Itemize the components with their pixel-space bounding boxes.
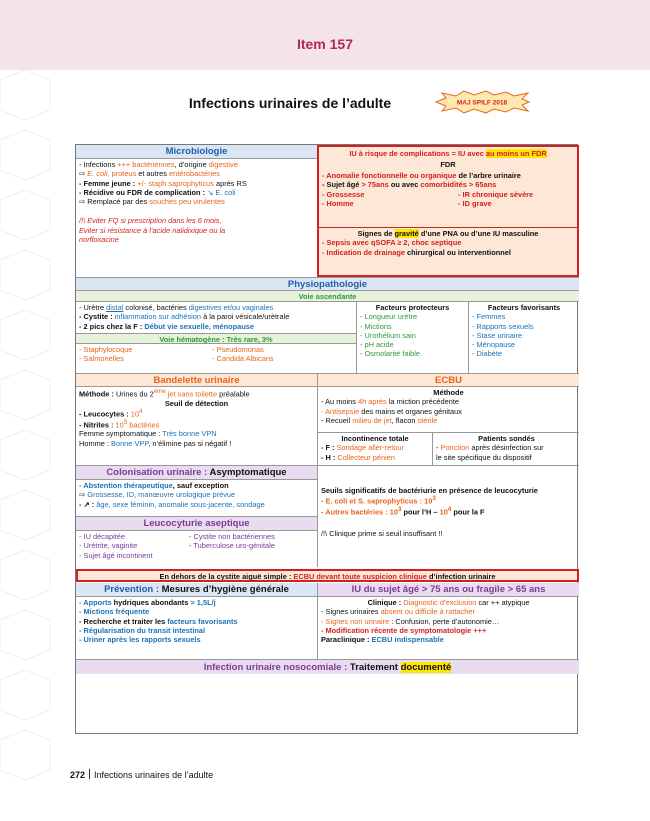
fdr-item [322,171,574,180]
text: - Tuberculose uro-génitale [189,541,275,551]
prevention-item: - Uriner après les rapports sexuels [79,635,201,644]
protective-factor: - Mictions [360,321,392,331]
text: et autres [136,169,170,179]
ascending-route-heading: Voie ascendante [76,291,579,302]
text: - IR chronique sévère [458,189,534,199]
text: milieu de jet [352,415,392,425]
microbio-line [79,160,314,169]
text: 10 [115,420,124,430]
colonization-line [79,500,314,509]
text: ECBU devant toute suspicion clinique [293,572,427,581]
severity-item: - Sepsis avec qSOFA ≥ 2, choc septique [322,238,462,248]
update-starburst-badge [434,90,530,114]
text: distal [106,303,124,312]
microbiology-body [76,159,317,245]
text: 4 [447,505,452,513]
favoring-factor: - Ménopause [472,340,516,349]
text: ou avec [388,180,421,190]
severity-heading [322,229,574,238]
text: après désinfection sur [469,443,544,453]
text: - Staphylocoque [79,344,133,354]
text: pour l’H – [401,507,440,517]
text: 4 [138,407,143,415]
physiopathology-heading: Physiopathologie [76,278,579,291]
threshold-line [321,495,576,506]
text: E. coli [87,169,108,179]
text: - F : [321,443,337,453]
text: 10 [130,409,139,419]
text: 3 [397,505,402,513]
ecbu-line [321,416,576,425]
hematogenous-route-heading: Voie hématogène : Très rare, 3% [76,333,356,344]
text: âge, sexe féminin, anomalie sous-jacente, sondage [96,499,265,509]
text: - ↗ : [79,499,97,509]
colonization-heading [76,466,317,480]
text: - E. coli et S. saprophyticus : [321,496,425,506]
dipstick-body [76,387,317,449]
page-footer [70,769,213,781]
prevention-item: - Mictions fréquente [79,607,150,617]
text: - Antisepsie [321,406,360,416]
item-number: Item 157 [296,36,354,52]
fdr-item [322,190,574,199]
catheterized-patients [432,432,579,465]
footer-text: Infections urinaires de l’adulte [94,770,214,780]
elderly-clinical [321,598,576,607]
text: - Indication de drainage [322,247,405,257]
severity-block [319,227,577,258]
text: Collecteur pénien [337,452,395,462]
page-title: Infections urinaires de l’adulte [188,95,392,111]
incontinence-line [321,453,429,462]
fdr-item [322,199,574,208]
physio-line [79,303,353,312]
incontinence-line [321,443,429,452]
text: , n’élimine pas si négatif ! [148,438,232,448]
text: Signes de [357,229,395,238]
microbio-line [79,179,314,188]
elderly-section [317,583,579,659]
ecbu-line [321,407,576,416]
text: Asymptomatique [209,467,287,478]
severity-item [322,248,574,257]
prevention-heading [76,583,317,597]
physio-line [79,345,353,354]
text: - [436,443,441,453]
text: Mesures d’hygiène générale [161,584,289,595]
page-banner [0,0,650,70]
text: chirurgical ou interventionnel [404,247,511,257]
text: 10 [439,507,448,517]
ecbu-section [317,373,579,465]
incontinence-heading: Incontinence totale [341,434,409,443]
arrow-icon: ⇨ [79,169,88,179]
favoring-factor: - Rapports sexuels [472,321,534,331]
text: après RS [213,178,247,188]
text: d’une PNA ou d’une IU masculine [418,229,539,238]
urine-dipstick-section [76,373,317,465]
text: 3 [432,495,436,503]
text: des mains et organes génitaux [359,406,462,416]
text: la miction précédente [386,397,460,407]
text: jet sans toilette [165,389,218,399]
physio-line [79,312,353,321]
text: Clinique : [367,598,404,607]
text: - Anomalie fonctionnelle ou organique [322,171,457,180]
text: gravité [394,229,419,238]
favoring-factors-heading: Facteurs favorisants [487,303,561,312]
text: Infection urinaire nosocomiale : [203,662,350,673]
text: +/- staph saprophyticus [137,178,214,188]
elderly-heading: IU du sujet âgé > 75 ans ou fragile > 65 ans [318,583,579,597]
text: - Homme [322,198,354,208]
elderly-line [321,635,576,644]
fdr-item [322,180,574,189]
text: - Urétrite, vaginite [79,541,138,551]
dipstick-method [79,388,314,399]
text: , bactéries [152,303,189,312]
hematogenous-list [76,344,356,365]
leukocyturia-line [79,541,314,550]
text: En dehors de la cystite aiguë simple : [159,572,294,581]
physio-line [79,322,353,331]
text: - Urètre [79,303,107,312]
fdr-heading: FDR [440,160,456,169]
text: à la paroi vésicale/urètrale [201,312,290,322]
ecbu-line [321,397,576,406]
catheterized-line: le site spécifique du dispositif [436,452,532,462]
text: - Pseudomonas [212,344,264,354]
text: Sondage aller-retour [336,443,404,453]
text: inflammation sur adhésion [114,312,202,322]
text: > 75ans [361,180,389,190]
separator [89,769,90,779]
protective-factor: - Urothélium sain [360,330,416,340]
text: Homme : [79,438,112,448]
text: 5 [123,418,128,426]
text: - ID grave [458,198,492,208]
text: - Sujet âgé [322,180,362,190]
text: Très bonne VPN [162,429,217,439]
text: - H : [321,452,338,462]
text: IU à risque de complications = IU avec [349,149,486,158]
text: Femme symptomatique : [79,429,163,439]
leukocyturia-body [76,531,317,561]
page-number: 272 [70,770,86,780]
colonization-section [76,465,317,516]
text: ↘ E. coli [207,187,236,197]
colonization-body [76,480,317,510]
fq-warning-line: Eviter si résistance à l’acide nalidixique ou la [79,225,226,235]
leukocyturia-line: - Sujet âgé incontinent [79,550,153,560]
text: comorbidités > 65ans [420,180,497,190]
protective-factors [356,302,468,373]
text: ECBU indispensable [371,635,444,644]
text: 10 [424,496,433,506]
text: Prévention : [104,584,162,595]
microbio-line [79,188,314,197]
text: ⇨ Remplacé par des [79,197,150,206]
detection-threshold-heading: Seuil de détection [164,398,229,408]
catheterized-line [436,443,577,452]
prevention-item [79,617,314,626]
nitrites-threshold [79,419,314,430]
hexagon-pattern-decoration [0,70,70,821]
microbio-line [79,197,314,206]
clinical-note: /!\ Clinique prime si seuil insuffisant !! [321,528,443,538]
text: - Grossesse [322,189,365,199]
text: - Autres bactéries : [321,507,390,517]
text: ème [153,388,166,395]
prevention-list [76,597,317,645]
text: - Nitrites : [79,420,116,430]
ecbu-rule-banner [76,569,579,582]
protective-factors-heading: Facteurs protecteurs [375,303,450,312]
text: Début vie sexuelle, ménopause [144,321,254,331]
text: car ++ atypique [476,598,530,607]
text: - Au moins [321,397,358,407]
badge-text: MAJ SPILF 2018 [456,99,508,107]
text: Diagnostic d’exclusion [403,598,477,607]
protective-factor: - Longueur urètre [360,312,418,322]
favoring-factor: - Diabète [472,349,502,359]
text: documenté [400,662,452,673]
nosocomial-banner [76,659,579,674]
ecbu-method-heading: Méthode [433,388,464,397]
complications-heading [319,147,577,160]
protective-factor: - Osmolarité faible [360,349,420,359]
text: Urines du 2 [115,389,154,399]
fq-warning-line: norfloxacine [79,234,119,244]
text: stérile [417,415,438,425]
text: de l’arbre urinaire [456,171,521,180]
text: - 2 pics chez la F : [79,321,145,331]
text: préalable [217,389,250,399]
microbiology-heading: Microbiologie [76,145,317,159]
text: - Recueil [321,415,353,425]
text: - Signes non urinaire [321,616,390,626]
text: au moins un [485,149,532,158]
favoring-factors [468,302,579,373]
text: entérobactéries [169,169,220,179]
favoring-factor: - Stase urinaire [472,330,523,340]
text: Paraclinique : [321,635,372,644]
prevention-item [79,598,314,607]
text: , proteus [107,169,137,179]
elderly-line [321,617,576,626]
colonization-line [79,490,314,499]
text: absent ou difficile à rattacher [380,607,475,617]
fq-warning-line: /!\ Eviter FQ si prescription dans les 6 mois, [79,216,222,226]
fdr-list [319,171,577,208]
physio-line [79,354,353,363]
text: , d’origine [174,160,209,169]
text: - Cystite non bactériennes [189,532,275,541]
text: - Recherche et traiter les [79,616,168,626]
prevention-item: - Régularisation du transit intestinal [79,625,206,635]
threshold-line [321,506,576,517]
microbiology-section [76,145,317,277]
colonization-line [79,481,314,490]
text: Traitement [349,662,401,673]
text: - Leucocytes : [79,409,131,419]
leukocyturia-line [79,532,314,541]
ecbu-heading: ECBU [318,374,579,387]
text: d’infection urinaire [426,572,496,581]
text: digestive [208,160,238,169]
summary-sheet [75,144,578,734]
dipstick-woman [79,429,314,438]
catheterized-heading: Patients sondés [478,434,535,443]
text: +++ bactériennes [117,160,175,169]
text: - Femme jeune : [79,178,138,188]
aseptic-leukocyturia-section [76,516,317,567]
text: - Récidive ou FDR de complication : [79,187,208,197]
elderly-line [321,607,576,616]
text: , flacon [391,415,418,425]
elderly-body [318,597,579,645]
physiopathology-section [76,277,579,373]
text: : Confusion, perte d’autonomie… [389,616,500,626]
text: colonisé [123,303,153,312]
elderly-line: - Modification récente de symptomatologie +++ [321,625,487,635]
text: - Signes urinaires [321,607,381,617]
protective-factor: - pH acide [360,340,394,349]
text: Bonne VPP [111,438,149,448]
aseptic-leukocyturia-heading: Leucocyturie aseptique [76,517,317,531]
urine-dipstick-heading: Bandelette urinaire [76,374,317,387]
leukocytes-threshold [79,408,314,419]
significant-thresholds [317,465,579,567]
text: souches peu virulentes [149,197,225,206]
text: FDR [531,149,547,158]
text: digestives et/ou vaginales [188,303,274,312]
prevention-section [76,583,317,659]
text: Ponction [440,443,470,453]
microbio-line [79,169,314,178]
thresholds-heading: Seuils significatifs de bactériurie en présence de leucocyturie [321,486,538,495]
arrow-icon: ⇨ [79,490,88,500]
text: - IU décapitée [79,532,126,541]
ascending-route-list [76,302,356,332]
ecbu-method [318,387,579,426]
complications-section [317,145,579,277]
text: , sauf exception [172,481,229,490]
dipstick-man [79,439,314,448]
text: - Cystite : [79,312,115,322]
text: - Abstention thérapeutique [79,481,173,490]
text: pour la F [451,507,485,517]
text: - Infections [79,160,118,169]
text: 4h après [357,397,387,407]
text: > 1,5L/j [188,598,216,607]
total-incontinence [318,432,432,465]
text: Méthode : [79,389,116,399]
text: bactéries [127,420,160,430]
text: hydriques abondants [111,598,189,607]
text: 10 [389,507,398,517]
text: - Salmonelles [79,354,124,363]
text: - Apports [79,598,112,607]
text: - Candida Albicans [212,354,274,363]
text: Colonisation urinaire : [106,467,210,478]
text: facteurs favorisants [167,616,238,626]
physio-left [76,302,356,373]
text: Grossesse, ID, manœuvre urologique prévue [87,490,236,500]
favoring-factor: - Femmes [472,312,506,322]
